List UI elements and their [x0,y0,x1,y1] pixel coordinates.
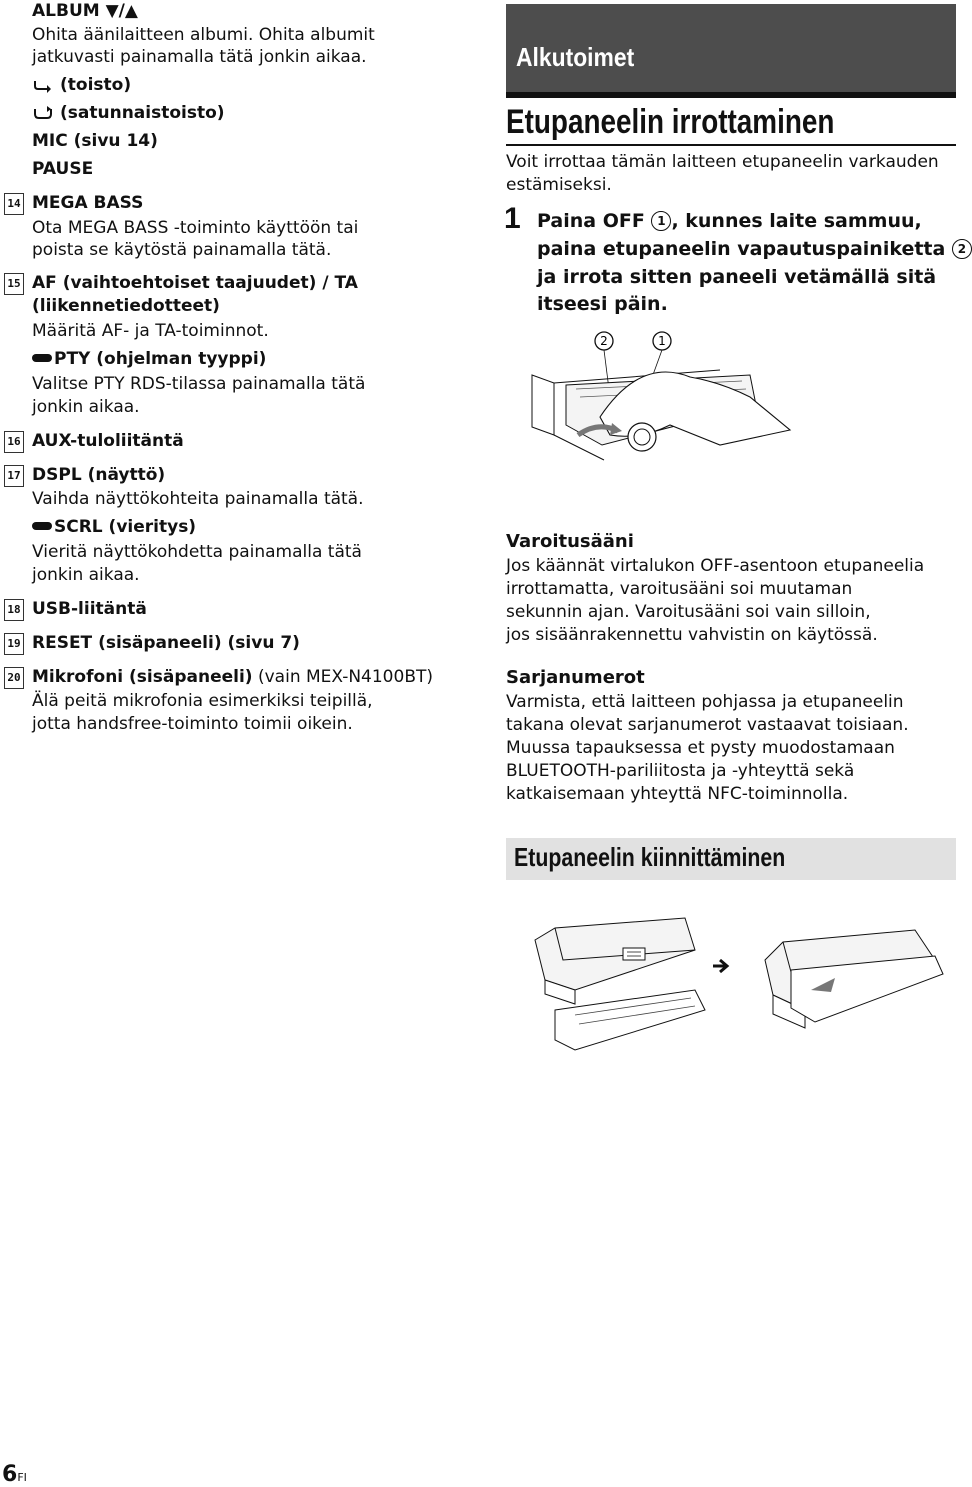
mic-label: MIC (sivu 14) [32,131,158,151]
subheading: Etupaneelin kiinnittäminen [514,842,786,872]
album-desc-line2: jatkuvasti painamalla tätä jonkin aikaa. [32,47,367,67]
item-15-sub [32,348,266,371]
page-number [2,1462,27,1487]
item-number-14: 14 [4,193,24,215]
step-line1-a: Paina OFF [537,210,652,232]
warning-line4: jos sisäänrakennettu vahvistin on käytössä. [506,625,878,645]
serial-line4: BLUETOOTH-pariliitosta ja -yhteyttä sekä [506,761,855,781]
item-number-16: 16 [4,431,24,453]
item-number-15: 15 [4,273,24,295]
item-20-title: Mikrofoni (sisäpaneeli) [32,667,253,687]
item-17-sub-line2: jonkin aikaa. [32,565,140,585]
page-heading: Etupaneelin irrottaminen [506,103,835,141]
item-20-line2: jotta handsfree-toiminto toimii oikein. [32,714,353,734]
item-number-19: 19 [4,633,24,655]
item-14-line2: poista se käytöstä painamalla tätä. [32,240,332,260]
section-banner-title: Alkutoimet [516,42,635,72]
long-press-icon [32,354,52,362]
warning-title: Varoitusääni [506,531,634,552]
warning-line3: sekunnin ajan. Varoitusääni soi vain silloin, [506,602,871,622]
item-14-line1: Ota MEGA BASS -toiminto käyttöön tai [32,218,359,238]
banner-rule [506,92,956,98]
item-17-title: DSPL (näyttö) [32,465,166,485]
arrow-right-icon [713,960,727,972]
repeat-label: (toisto) [60,75,132,95]
item-15-sub-line2: jonkin aikaa. [32,397,140,417]
item-17-sub-title: SCRL (vieritys) [54,517,197,537]
item-20-line1: Älä peitä mikrofonia esimerkiksi teipillä, [32,691,373,711]
step-line3: ja irrota sitten paneeli vetämällä sitä [537,266,937,288]
item-number-17: 17 [4,465,24,487]
item-20-title-row [32,666,433,689]
serial-line3: Muussa tapauksessa et pysty muodostamaan [506,738,895,758]
page-number-value: 6 [2,1462,18,1487]
item-14-title: MEGA BASS [32,193,144,213]
fig-label-1: 1 [658,334,666,348]
step-line1 [537,208,922,235]
step-line1-b: , kunnes laite sammuu, [671,210,922,232]
item-number-20: 20 [4,667,24,689]
serial-line2: takana olevat sarjanumerot vastaavat toisiaan. [506,715,909,735]
detach-illustration [520,325,810,475]
item-16-title: AUX-tuloliitäntä [32,431,184,451]
item-18-title: USB-liitäntä [32,599,147,619]
album-desc-line1: Ohita äänilaitteen albumi. Ohita albumit [32,25,375,45]
attach-illustration [515,900,955,1060]
item-19-title: RESET (sisäpaneeli) (sivu 7) [32,633,300,653]
intro-line2: estämiseksi. [506,175,612,195]
callout-1: 1 [651,211,671,231]
serial-title: Sarjanumerot [506,667,645,688]
long-press-icon [32,522,52,530]
item-17-sub [32,516,196,539]
item-number-18: 18 [4,599,24,621]
shuffle-row [32,102,225,125]
repeat-icon [32,77,54,93]
item-17-line1: Vaihda näyttökohteita painamalla tätä. [32,489,364,509]
item-15-title2: (liikennetiedotteet) [32,296,220,316]
step-line2 [537,236,972,263]
item-15-title: AF (vaihtoehtoiset taajuudet) / TA [32,273,358,293]
intro-line1: Voit irrottaa tämän laitteen etupaneelin varkauden [506,152,939,172]
repeat-row [32,74,131,97]
callout-2: 2 [952,239,972,259]
item-20-title-suffix: (vain MEX-N4100BT) [252,667,433,687]
item-15-sub-title: PTY (ohjelman tyyppi) [54,349,267,369]
step-line2-a: paina etupaneelin vapautuspainiketta [537,238,952,260]
item-17-sub-line1: Vieritä näyttökohdetta painamalla tätä [32,542,362,562]
warning-line2: irrottamatta, varoitusääni soi muutaman [506,579,853,599]
item-15-sub-line1: Valitse PTY RDS-tilassa painamalla tätä [32,374,366,394]
item-15-line1: Määritä AF- ja TA-toiminnot. [32,321,269,341]
warning-line1: Jos käännät virtalukon OFF-asentoon etupaneelia [506,556,925,576]
pause-label: PAUSE [32,159,94,179]
serial-line5: katkaisemaan yhteyttä NFC-toiminnolla. [506,784,849,804]
step-line4: itseesi päin. [537,293,668,315]
album-label: ALBUM ▼/▲ [32,1,138,21]
step-number: 1 [504,202,521,235]
fig-label-2: 2 [600,334,608,348]
heading-rule [506,144,956,146]
page-language: FI [17,1471,27,1484]
shuffle-icon [32,105,54,121]
shuffle-label: (satunnaistoisto) [60,103,225,123]
serial-line1: Varmista, että laitteen pohjassa ja etupaneelin [506,692,904,712]
